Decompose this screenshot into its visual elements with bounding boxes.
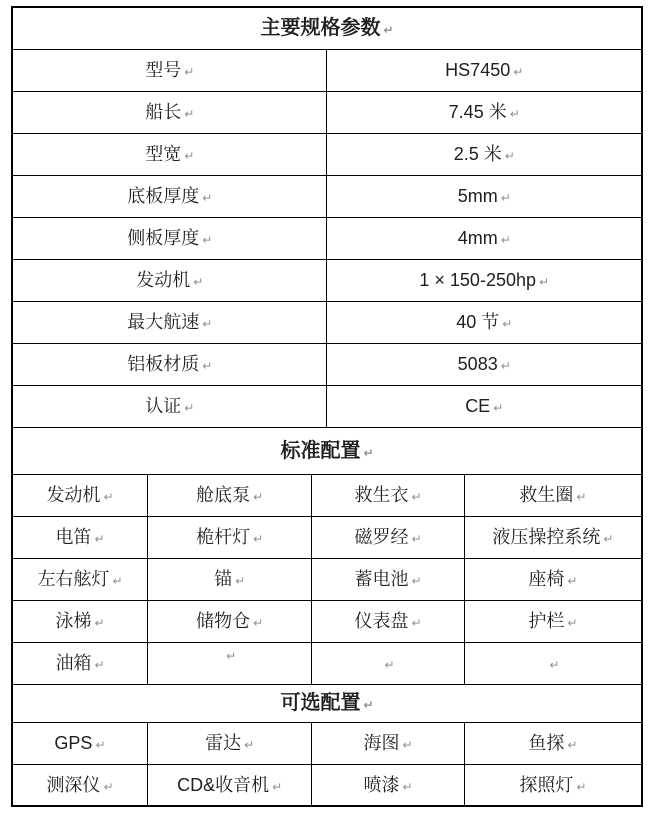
paragraph-mark: ↵ [411, 616, 422, 630]
spec-value: 5mm [457, 186, 498, 206]
paragraph-mark: ↵ [253, 532, 264, 546]
spec-label: 认证 [145, 396, 182, 416]
config-cell [147, 764, 311, 806]
optional-header-row [12, 684, 642, 722]
optional-row [12, 722, 642, 764]
config-cell [464, 558, 642, 600]
config-cell [12, 516, 147, 558]
paragraph-mark: ↵ [411, 532, 422, 546]
boat-spec-table [11, 6, 643, 807]
config-cell [312, 474, 464, 516]
spec-label-cell [12, 301, 327, 343]
spec-value-cell [327, 217, 642, 259]
paragraph-mark: ↵ [411, 574, 422, 588]
config-item: 油箱 [55, 653, 92, 673]
standard-header-label: 标准配置 [280, 439, 361, 462]
spec-label-cell [12, 217, 327, 259]
config-item: 喷漆 [363, 774, 400, 795]
paragraph-mark: ↵ [94, 658, 105, 672]
config-cell [464, 764, 642, 806]
spec-value-cell [327, 49, 642, 91]
config-cell [464, 474, 642, 516]
spec-value: 1 × 150-250hp [419, 270, 536, 290]
standard-row [12, 516, 642, 558]
spec-value-cell [327, 385, 642, 427]
config-item: 探照灯 [519, 774, 574, 795]
spec-value-cell [327, 343, 642, 385]
config-cell [12, 600, 147, 642]
paragraph-mark: ↵ [411, 490, 422, 504]
config-cell [464, 600, 642, 642]
paragraph-mark: ↵ [549, 658, 560, 672]
config-cell [312, 764, 464, 806]
paragraph-mark: ↵ [184, 65, 195, 79]
config-cell [12, 474, 147, 516]
config-item: 海图 [363, 733, 400, 753]
config-cell [147, 600, 311, 642]
config-item: GPS [54, 733, 93, 753]
spec-label: 型号 [145, 60, 182, 80]
main-header-cell [12, 7, 642, 49]
paragraph-mark: ↵ [504, 149, 515, 163]
config-cell [12, 764, 147, 806]
optional-header-cell [12, 684, 642, 722]
paragraph-mark: ↵ [500, 191, 511, 205]
empty-cell [312, 642, 464, 684]
spec-value: 4mm [457, 228, 498, 248]
optional-header-label: 可选配置 [280, 692, 361, 714]
config-item: 测深仪 [46, 774, 101, 795]
spec-row-bottom-thickness [12, 175, 642, 217]
standard-header-row [12, 427, 642, 474]
optional-row [12, 764, 642, 806]
paragraph-mark: ↵ [94, 532, 105, 546]
paragraph-mark: ↵ [103, 779, 114, 794]
spec-label-cell [12, 175, 327, 217]
config-item: 发动机 [46, 485, 101, 505]
paragraph-mark: ↵ [272, 779, 283, 794]
main-header-row [12, 7, 642, 49]
empty-cell [147, 642, 311, 684]
spec-label-cell [12, 259, 327, 301]
config-item: 鱼探 [528, 733, 565, 753]
paragraph-mark: ↵ [202, 191, 213, 205]
spec-label-cell [12, 91, 327, 133]
config-cell [12, 558, 147, 600]
paragraph-mark: ↵ [253, 490, 264, 504]
paragraph-mark: ↵ [202, 359, 213, 373]
paragraph-mark: ↵ [567, 574, 578, 588]
config-cell [464, 516, 642, 558]
paragraph-mark: ↵ [226, 649, 237, 663]
config-item: 桅杆灯 [196, 527, 251, 547]
spec-value-cell [327, 175, 642, 217]
paragraph-mark: ↵ [383, 23, 394, 38]
standard-row [12, 474, 642, 516]
paragraph-mark: ↵ [244, 738, 255, 752]
paragraph-mark: ↵ [493, 401, 504, 415]
config-item: 护栏 [528, 611, 565, 631]
spec-row-max-speed [12, 301, 642, 343]
spec-row-aluminum [12, 343, 642, 385]
spec-value: 5083 [457, 354, 498, 374]
spec-label: 发动机 [136, 270, 191, 290]
spec-row-engine [12, 259, 642, 301]
config-item: 雷达 [205, 733, 242, 753]
spec-value: 2.5 米 [453, 144, 502, 164]
config-item: 座椅 [528, 569, 565, 589]
paragraph-mark: ↵ [94, 616, 105, 630]
spec-value: 7.45 米 [448, 102, 507, 122]
spec-label: 侧板厚度 [127, 228, 200, 248]
config-item: 救生圈 [519, 485, 574, 505]
paragraph-mark: ↵ [112, 574, 123, 588]
config-cell [12, 642, 147, 684]
paragraph-mark: ↵ [253, 616, 264, 630]
spec-label: 型宽 [145, 144, 182, 164]
config-cell [312, 558, 464, 600]
paragraph-mark: ↵ [184, 107, 195, 121]
config-cell [147, 474, 311, 516]
paragraph-mark: ↵ [502, 317, 513, 331]
paragraph-mark: ↵ [184, 149, 195, 163]
spec-label: 铝板材质 [127, 354, 200, 374]
paragraph-mark: ↵ [402, 738, 413, 752]
paragraph-mark: ↵ [576, 779, 587, 794]
config-item: 左右舷灯 [37, 569, 110, 589]
paragraph-mark: ↵ [384, 658, 395, 672]
paragraph-mark: ↵ [567, 738, 578, 752]
paragraph-mark: ↵ [95, 738, 106, 752]
config-cell [12, 722, 147, 764]
config-item: 锚 [214, 569, 233, 589]
spec-label-cell [12, 343, 327, 385]
paragraph-mark: ↵ [184, 401, 195, 415]
config-item: 仪表盘 [354, 611, 409, 631]
config-item: 磁罗经 [354, 527, 409, 547]
spec-value-cell [327, 259, 642, 301]
spec-label-cell [12, 385, 327, 427]
spec-label: 船长 [145, 102, 182, 122]
paragraph-mark: ↵ [567, 616, 578, 630]
paragraph-mark: ↵ [509, 107, 520, 121]
config-item: 电笛 [55, 527, 92, 547]
spec-value: 40 节 [456, 312, 500, 332]
main-header-label: 主要规格参数 [260, 17, 381, 40]
spec-row-beam [12, 133, 642, 175]
spec-row-certification [12, 385, 642, 427]
config-item: 蓄电池 [354, 569, 409, 589]
standard-header-cell [12, 427, 642, 474]
spec-label: 最大航速 [127, 312, 200, 332]
standard-row [12, 600, 642, 642]
paragraph-mark: ↵ [363, 698, 374, 712]
config-item: 救生衣 [354, 485, 409, 505]
config-cell [312, 722, 464, 764]
config-cell [464, 722, 642, 764]
empty-cell [464, 642, 642, 684]
spec-value-cell [327, 91, 642, 133]
paragraph-mark: ↵ [193, 275, 204, 289]
config-item: 泳梯 [55, 611, 92, 631]
spec-row-side-thickness [12, 217, 642, 259]
config-cell [147, 516, 311, 558]
standard-row-fuel-tank [12, 642, 642, 684]
paragraph-mark: ↵ [500, 359, 511, 373]
spec-value: HS7450 [445, 60, 511, 80]
config-item: 储物仓 [196, 611, 251, 631]
config-cell [147, 558, 311, 600]
paragraph-mark: ↵ [402, 779, 413, 794]
standard-row [12, 558, 642, 600]
config-item: 舱底泵 [196, 485, 251, 505]
config-cell [312, 516, 464, 558]
paragraph-mark: ↵ [363, 445, 374, 460]
spec-value-cell [327, 133, 642, 175]
config-cell [312, 600, 464, 642]
paragraph-mark: ↵ [539, 275, 550, 289]
config-item: CD&收音机 [177, 774, 270, 795]
paragraph-mark: ↵ [500, 233, 511, 247]
paragraph-mark: ↵ [202, 317, 213, 331]
spec-row-model [12, 49, 642, 91]
spec-label: 底板厚度 [127, 186, 200, 206]
spec-label-cell [12, 133, 327, 175]
spec-value-cell [327, 301, 642, 343]
paragraph-mark: ↵ [603, 532, 614, 546]
config-item: 液压操控系统 [492, 527, 601, 547]
paragraph-mark: ↵ [235, 574, 246, 588]
paragraph-mark: ↵ [513, 65, 524, 79]
spec-value: CE [465, 396, 491, 416]
config-cell [147, 722, 311, 764]
spec-label-cell [12, 49, 327, 91]
spec-row-length [12, 91, 642, 133]
paragraph-mark: ↵ [103, 490, 114, 504]
paragraph-mark: ↵ [202, 233, 213, 247]
paragraph-mark: ↵ [576, 490, 587, 504]
